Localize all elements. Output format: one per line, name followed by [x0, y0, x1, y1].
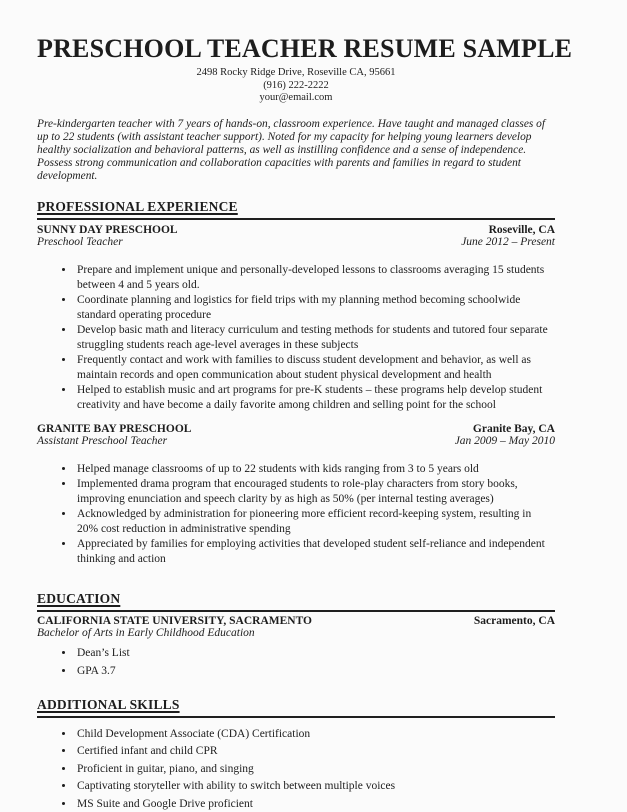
- contact-email: your@email.com: [259, 92, 333, 103]
- job-location: Granite Bay, CA: [472, 422, 555, 435]
- job-bullet: • Appreciated by families for employing activities that developed student self-reliance and independent thinking and action: [75, 537, 555, 567]
- job-title-row: [37, 435, 555, 448]
- school-name: CALIFORNIA STATE UNIVERSITY, SACRAMENTO: [37, 614, 312, 627]
- section-heading-education: [37, 590, 555, 612]
- job-bullet: • Frequently contact and work with families to discuss student development and behavior, as well as maintain records and open communication about student physical development and health: [75, 353, 555, 383]
- job-header-row: [37, 423, 555, 436]
- job-dates: June 2012 – Present: [461, 236, 555, 249]
- skill-bullet: • Captivating storyteller with ability to switch between multiple voices: [75, 779, 555, 794]
- education-entry: [37, 615, 555, 679]
- job-bullet: • Helped manage classrooms of up to 22 students with kids ranging from 3 to 5 years old: [75, 462, 555, 477]
- job-bullet: • Develop basic math and literacy curriculum and testing methods for students and tutored four separate struggling students reach age-level averages in these subjects: [75, 323, 555, 353]
- education-bullet-list: [37, 646, 555, 679]
- degree-name: Bachelor of Arts in Early Childhood Education: [37, 627, 255, 640]
- job-bullet: • Helped to establish music and art programs for pre-K students – these programs help develop student creativity and have become a daily favorite among children and selling point for the school: [75, 383, 555, 413]
- job-title-row: [37, 236, 555, 249]
- section-heading-experience-label: PROFESSIONAL EXPERIENCE: [37, 198, 238, 214]
- job-title: Assistant Preschool Teacher: [37, 435, 168, 448]
- summary-paragraph: Pre-kindergarten teacher with 7 years of hands-on, classroom experience. Have taught and managed classes of up to 22 students (with assistant teacher support). Noted for my capacity for helping young learners develop healthy socialization and behavioral patterns, as well as instilling confidence and a sense of independence. Possess strong communication and collaboration capacities with parents and families in regard to student development.: [37, 117, 546, 183]
- job-title: Preschool Teacher: [37, 236, 123, 249]
- resume-header: [37, 34, 573, 105]
- section-heading-education-label: EDUCATION: [37, 590, 121, 606]
- page-title: PRESCHOOL TEACHER RESUME SAMPLE: [37, 34, 573, 63]
- section-heading-experience: [37, 198, 555, 220]
- skill-bullet: • Proficient in guitar, piano, and singing: [75, 762, 555, 777]
- job-entry-sunny-day: [37, 224, 555, 413]
- employer-name: SUNNY DAY PRESCHOOL: [37, 223, 178, 236]
- education-bullet: • Dean’s List: [75, 646, 555, 661]
- school-header-row: [37, 615, 555, 628]
- job-location: Roseville, CA: [488, 223, 555, 236]
- employer-name: GRANITE BAY PRESCHOOL: [37, 422, 192, 435]
- skill-bullet: • Certified infant and child CPR: [75, 744, 555, 759]
- job-dates: Jan 2009 – May 2010: [454, 435, 555, 448]
- job-bullet-list: [37, 263, 555, 413]
- skill-bullet: • Child Development Associate (CDA) Certification: [75, 727, 555, 742]
- job-bullet-list: [37, 462, 555, 567]
- job-entry-granite-bay: [37, 423, 555, 567]
- degree-row: [37, 627, 555, 640]
- job-bullet: • Implemented drama program that encouraged students to role-play characters from story books, improving enunciation and speech clarity by as high as 50% (per internal testing averages): [75, 477, 555, 507]
- job-bullet: • Coordinate planning and logistics for field trips with my planning method becoming schoolwide standard operating procedure: [75, 293, 555, 323]
- school-location: Sacramento, CA: [473, 614, 555, 627]
- skill-bullet: • MS Suite and Google Drive proficient: [75, 797, 555, 812]
- job-header-row: [37, 224, 555, 237]
- education-bullet: • GPA 3.7: [75, 664, 555, 679]
- job-bullet: • Acknowledged by administration for pioneering more efficient record-keeping system, resulting in 20% cost reduction in administrative spending: [75, 507, 555, 537]
- section-heading-skills: [37, 696, 555, 718]
- job-bullet: • Prepare and implement unique and personally-developed lessons to classrooms averaging 15 students between 4 and 5 years old.: [75, 263, 555, 293]
- contact-address: 2498 Rocky Ridge Drive, Roseville CA, 95661: [196, 67, 396, 78]
- contact-phone: (916) 222-2222: [263, 79, 329, 91]
- skills-bullet-list: [37, 727, 555, 812]
- section-heading-skills-label: ADDITIONAL SKILLS: [37, 696, 180, 712]
